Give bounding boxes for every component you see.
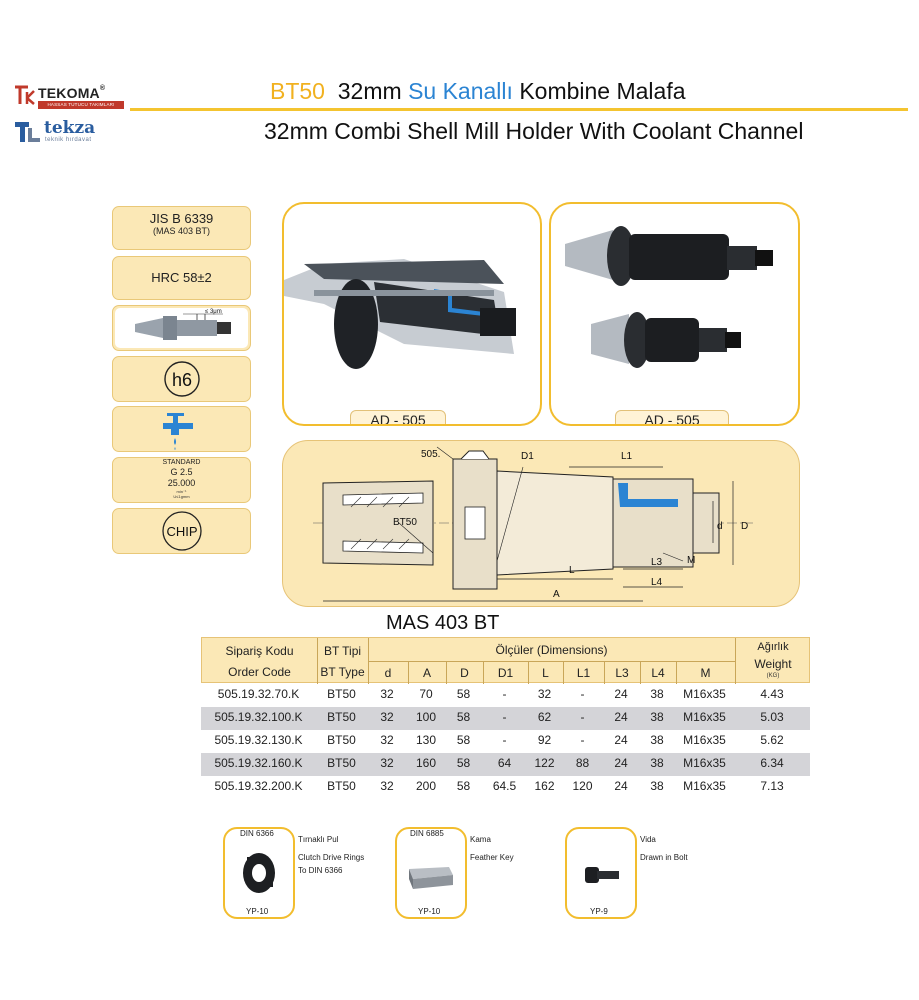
cell-l1: 120 — [572, 779, 593, 793]
drawing-taper-label: BT50 — [393, 517, 417, 528]
spec-hardness — [112, 256, 251, 300]
table-row — [201, 753, 810, 776]
accessory-card-clutch-ring — [223, 827, 295, 919]
cell-bt: BT50 — [327, 710, 356, 724]
title-size: 32mm — [337, 78, 402, 104]
table-row — [201, 684, 810, 707]
cell-l1: - — [580, 733, 585, 747]
feather-key-icon — [397, 829, 465, 917]
header-weight-unit: (KG) — [766, 673, 780, 679]
header-col-m: M — [700, 666, 711, 680]
tekza-tagline: teknik hırdavat — [45, 137, 92, 143]
cell-l4: 38 — [650, 710, 664, 724]
title-code: BT50 — [270, 78, 325, 104]
drawing-l4-label: L4 — [651, 577, 663, 588]
accessory-standard: DIN 6885 — [410, 829, 444, 838]
cell-order-code: 505.19.32.130.K — [214, 733, 303, 747]
spec-hardness-label: HRC 58±2 — [151, 270, 212, 285]
accessory-name-en: Drawn in Bolt — [640, 853, 688, 862]
balance-unit: min⁻¹ — [176, 489, 187, 494]
cell-a: 200 — [415, 779, 437, 793]
cell-weight: 4.43 — [760, 687, 784, 701]
drawing-d1-label: D1 — [521, 451, 534, 462]
table-row — [201, 776, 810, 799]
cell-D: 58 — [456, 710, 471, 724]
cell-l: 32 — [537, 687, 552, 701]
cell-l: 92 — [537, 733, 552, 747]
cell-m: M16x35 — [683, 733, 726, 747]
cell-order-code: 505.19.32.160.K — [214, 756, 303, 770]
cell-l3: 24 — [614, 687, 628, 701]
table-divider — [368, 661, 735, 662]
accessory-name-tr: Vida — [640, 835, 656, 844]
drawing-code-label: 505. — [421, 449, 441, 460]
header-col-d: d — [384, 666, 392, 680]
cell-weight: 6.34 — [760, 756, 784, 770]
cell-a: 70 — [419, 687, 433, 701]
cell-d: 32 — [380, 756, 394, 770]
cell-l3: 24 — [614, 756, 628, 770]
spec-standard — [112, 206, 251, 250]
cell-d1: 64.5 — [492, 779, 517, 793]
tekza-logo — [14, 120, 124, 146]
cell-bt: BT50 — [327, 756, 356, 770]
spec-standard-sub: (MAS 403 BT) — [152, 226, 210, 236]
table-section-title: MAS 403 BT — [386, 612, 500, 634]
tolerance-badge-icon — [113, 357, 250, 401]
table-header — [201, 637, 810, 683]
accessory-name-en-2: To DIN 6366 — [298, 866, 343, 875]
drawing-d-label: d — [717, 521, 723, 532]
drawing-m-label: M — [687, 555, 696, 566]
registered-mark: ® — [99, 85, 106, 92]
tekoma-tagline: HASSAS TUTUCU TAKIMLARI — [38, 101, 124, 109]
cell-l3: 24 — [614, 733, 628, 747]
cell-d1: 64 — [497, 756, 512, 770]
header-bt-en: BT Type — [320, 665, 365, 679]
cell-a: 160 — [415, 756, 437, 770]
cell-order-code: 505.19.32.100.K — [214, 710, 303, 724]
accessory-name-en: Feather Key — [470, 853, 514, 862]
cell-weight: 5.62 — [760, 733, 784, 747]
header-weight-tr: Ağırlık — [757, 641, 789, 653]
photo-label-left: AD - 505 — [350, 410, 446, 426]
cell-D: 58 — [456, 687, 471, 701]
cell-bt: BT50 — [327, 687, 356, 701]
cell-l4: 38 — [650, 756, 664, 770]
accessory-name-en: Clutch Drive Rings — [298, 853, 365, 862]
header-col-l1: L1 — [576, 666, 591, 680]
photo-panel-right — [549, 202, 800, 426]
dimension-drawing-panel — [282, 440, 800, 607]
accessory-name-tr: Kama — [470, 835, 491, 844]
balance-grade: G 2.5 — [170, 467, 193, 477]
coolant-tap-icon — [113, 407, 250, 451]
cell-a: 130 — [415, 733, 437, 747]
accessory-standard: DIN 6366 — [240, 829, 274, 838]
accessory-code: YP-10 — [418, 907, 441, 916]
cell-l: 62 — [537, 710, 552, 724]
cell-m: M16x35 — [683, 687, 726, 701]
title-divider — [130, 108, 908, 111]
cell-m: M16x35 — [683, 779, 726, 793]
cell-bt: BT50 — [327, 733, 356, 747]
tekoma-logo-mark — [14, 84, 36, 106]
photo-label-right: AD - 505 — [615, 410, 729, 426]
header-col-l3: L3 — [615, 666, 629, 680]
balance-unbalance: U≤1gmm — [173, 494, 190, 499]
accessory-code: YP-9 — [590, 907, 608, 916]
title-coolant: Su Kanallı — [408, 78, 513, 104]
spec-tolerance — [112, 356, 251, 402]
runout-value: ≤ 3μm — [205, 309, 222, 315]
drawing-l3-label: L3 — [651, 557, 663, 568]
cell-d1: - — [502, 710, 507, 724]
photo-panel-left — [282, 202, 542, 426]
tekza-name: tekza — [44, 118, 96, 138]
title-rest: Kombine Malafa — [519, 78, 686, 104]
cell-order-code: 505.19.32.200.K — [214, 779, 303, 793]
clutch-ring-icon — [225, 829, 293, 917]
drawing-l-label: L — [569, 565, 575, 576]
header-dimensions: Ölçüler (Dimensions) — [495, 643, 608, 657]
bolt-icon — [567, 829, 635, 917]
cell-D: 58 — [456, 779, 471, 793]
holder-product-photo — [551, 204, 798, 424]
chip-badge-icon — [113, 509, 250, 553]
cell-order-code: 505.19.32.70.K — [217, 687, 300, 701]
tekoma-logo — [14, 84, 124, 108]
spec-coolant — [112, 406, 251, 452]
balance-speed: 25.000 — [167, 478, 196, 488]
cell-l4: 38 — [650, 687, 664, 701]
tekoma-name: TEKOMA — [38, 85, 100, 101]
drawing-D-label: D — [741, 521, 749, 532]
balance-standard: STANDARD — [162, 459, 201, 466]
cell-l1: - — [580, 687, 585, 701]
chip-label: CHIP — [166, 524, 198, 539]
cell-D: 58 — [456, 756, 471, 770]
cell-a: 100 — [415, 710, 437, 724]
runout-holder-icon — [113, 306, 250, 350]
holder-dimension-drawing — [283, 441, 799, 606]
spec-balance — [112, 457, 251, 503]
cell-m: M16x35 — [683, 756, 726, 770]
cell-l: 162 — [534, 779, 555, 793]
spec-runout — [112, 305, 251, 351]
cell-m: M16x35 — [683, 710, 726, 724]
cell-l1: - — [580, 710, 585, 724]
header-order-en: Order Code — [228, 665, 291, 679]
cell-d1: - — [502, 687, 507, 701]
table-row — [201, 707, 810, 730]
tolerance-label: h6 — [171, 370, 193, 390]
spec-standard-label: JIS B 6339 — [149, 211, 214, 226]
header-weight-en: Weight — [754, 657, 792, 671]
title-english: 32mm Combi Shell Mill Holder With Coolant Channel — [264, 118, 804, 144]
cell-l3: 24 — [614, 710, 628, 724]
accessory-card-feather-key — [395, 827, 467, 919]
cell-d: 32 — [380, 687, 394, 701]
accessory-code: YP-10 — [246, 907, 269, 916]
cell-l1: 88 — [575, 756, 590, 770]
header-col-l: L — [542, 666, 549, 680]
cell-d: 32 — [380, 710, 394, 724]
cell-d: 32 — [380, 779, 394, 793]
cell-l4: 38 — [650, 779, 664, 793]
header-col-l4: L4 — [651, 666, 665, 680]
header-col-a: A — [422, 666, 431, 680]
cell-weight: 5.03 — [760, 710, 784, 724]
cell-d: 32 — [380, 733, 394, 747]
header-bt-tr: BT Tipi — [323, 644, 362, 658]
header-order-tr: Sipariş Kodu — [225, 644, 294, 658]
cell-l4: 38 — [650, 733, 664, 747]
table-row — [201, 730, 810, 753]
accessory-card-bolt — [565, 827, 637, 919]
header-col-d1: D1 — [497, 666, 514, 680]
accessory-name-tr: Tırnaklı Pul — [298, 835, 339, 844]
drawing-l1-label: L1 — [621, 451, 633, 462]
cell-bt: BT50 — [327, 779, 356, 793]
spec-chip — [112, 508, 251, 554]
cell-D: 58 — [456, 733, 471, 747]
cell-l: 122 — [534, 756, 555, 770]
tekza-logo-mark — [14, 120, 42, 144]
cell-weight: 7.13 — [760, 779, 784, 793]
header-col-D: D — [460, 666, 469, 680]
drawing-a-label: A — [553, 589, 560, 600]
title-turkish — [270, 78, 686, 105]
cell-l3: 24 — [614, 779, 628, 793]
cutaway-holder-photo — [284, 204, 540, 424]
cell-d1: - — [502, 733, 507, 747]
